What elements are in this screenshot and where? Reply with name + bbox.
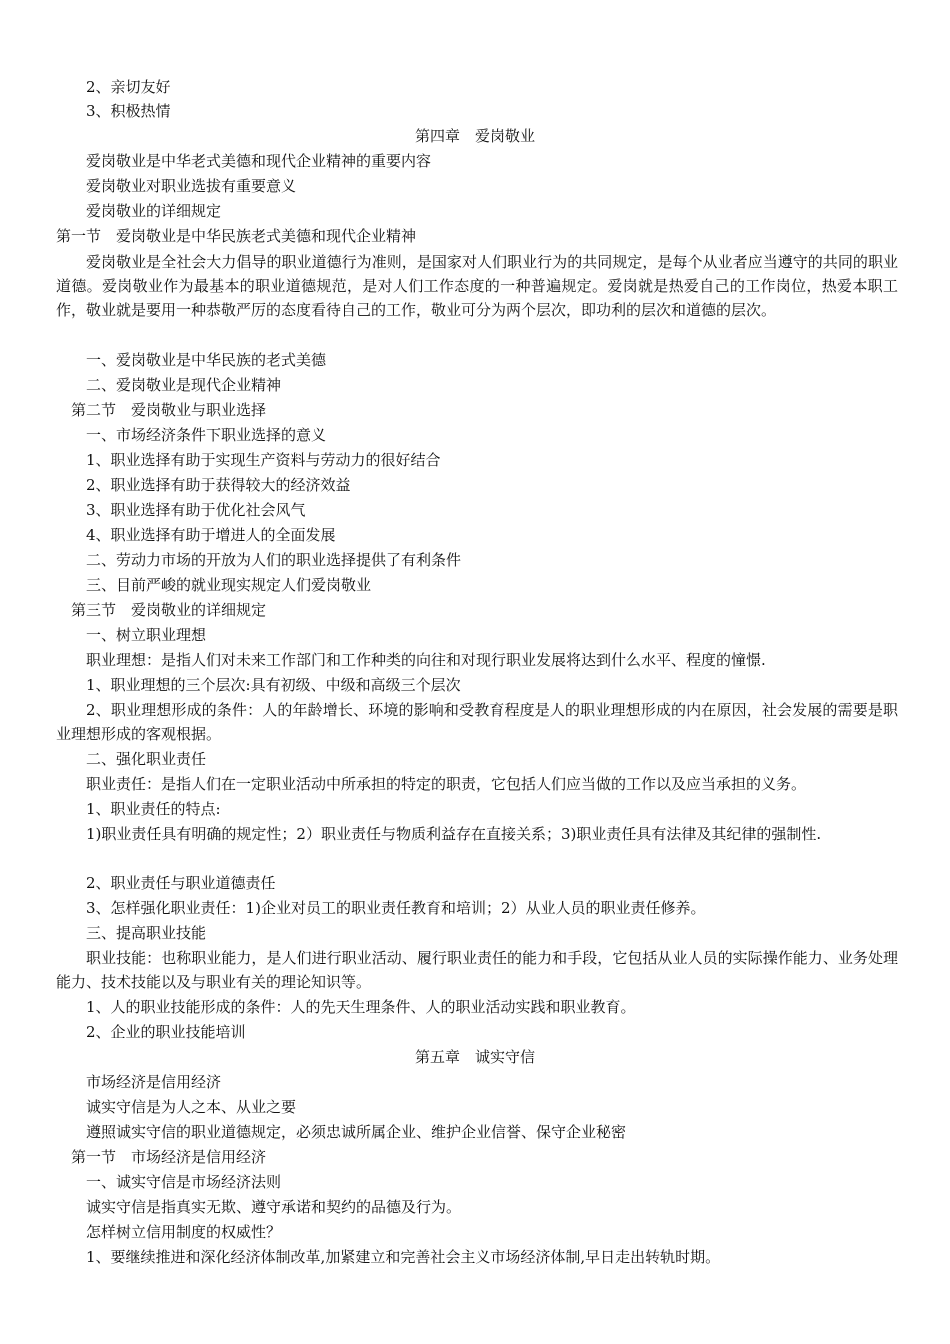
paragraph: 2、职业理想形成的条件：人的年龄增长、环境的影响和受教育程度是人的职业理想形成的内在原因，社会发展的需要是职业理想形成的客观根据。 [56, 701, 898, 743]
text-line: 爱岗敬业是中华老式美德和现代企业精神的重要内容 [86, 152, 432, 170]
list-item: 3、职业选择有助于优化社会风气 [86, 501, 306, 519]
text-line: 市场经济是信用经济 [86, 1073, 222, 1091]
text-line: 爱岗敬业的详细规定 [86, 202, 222, 220]
chapter-title: 第五章 诚实守信 [414, 1048, 535, 1066]
list-item: 1、职业理想的三个层次:具有初级、中级和高级三个层次 [86, 676, 461, 694]
list-item: 3、积极热情 [86, 102, 171, 120]
text-line: 职业责任：是指人们在一定职业活动中所承担的特定的职责，它包括人们应当做的工作以及应当承担的义务。 [86, 775, 807, 793]
list-item: 2、亲切友好 [86, 78, 171, 96]
section-heading: 第二节 爱岗敬业与职业选择 [71, 401, 267, 419]
paragraph: 1)职业责任具有明确的规定性；2）职业责任与物质利益存在直接关系；3)职业责任具有法律及其纪律的强制性. [86, 825, 822, 843]
text-line: 一、树立职业理想 [86, 626, 207, 644]
text-line: 三、提高职业技能 [86, 924, 207, 942]
text-line: 一、爱岗敬业是中华民族的老式美德 [86, 351, 327, 369]
chapter-title: 第四章 爱岗敬业 [414, 127, 535, 145]
text-line: 二、劳动力市场的开放为人们的职业选择提供了有利条件 [86, 551, 462, 569]
text-line: 诚实守信是为人之本、从业之要 [86, 1098, 297, 1116]
list-item: 1、要继续推进和深化经济体制改革,加紧建立和完善社会主义市场经济体制,早日走出转轨时期。 [86, 1248, 721, 1266]
text-line: 三、目前严峻的就业现实规定人们爱岗敬业 [86, 576, 372, 594]
list-item: 2、企业的职业技能培训 [86, 1023, 246, 1041]
text-line: 诚实守信是指真实无欺、遵守承诺和契约的品德及行为。 [86, 1198, 462, 1216]
text-line: 怎样树立信用制度的权威性？ [86, 1223, 282, 1241]
text-line: 职业理想：是指人们对未来工作部门和工作种类的向往和对现行职业发展将达到什么水平、程度的憧憬. [86, 651, 766, 669]
section-heading: 第三节 爱岗敬业的详细规定 [71, 601, 267, 619]
section-heading: 第一节 爱岗敬业是中华民族老式美德和现代企业精神 [56, 227, 417, 245]
text-line: 爱岗敬业对职业选拔有重要意义 [86, 177, 297, 195]
text-line: 遵照诚实守信的职业道德规定，必须忠诚所属企业、维护企业信誉、保守企业秘密 [86, 1123, 627, 1141]
list-item: 1、人的职业技能形成的条件：人的先天生理条件、人的职业活动实践和职业教育。 [86, 998, 636, 1016]
list-item: 4、职业选择有助于增进人的全面发展 [86, 526, 336, 544]
text-line: 一、市场经济条件下职业选择的意义 [86, 426, 327, 444]
list-item: 3、怎样强化职业责任：1)企业对员工的职业责任教育和培训；2）从业人员的职业责任修养。 [86, 899, 706, 917]
paragraph: 爱岗敬业是全社会大力倡导的职业道德行为准则，是国家对人们职业行为的共同规定，是每个从业者应当遵守的共同的职业道德。爱岗敬业作为最基本的职业道德规范，是对人们工作态度的一种普遍规定。爱岗就是热爱自己的工作岗位，热爱本职工作，敬业就是要用一种恭敬严厉的态度看待自己的工作，敬业可分为两个层次，即功利的层次和道德的层次。 [56, 253, 898, 319]
list-item: 2、职业责任与职业道德责任 [86, 874, 276, 892]
list-item: 1、职业选择有助于实现生产资料与劳动力的很好结合 [86, 451, 441, 469]
paragraph: 职业技能：也称职业能力，是人们进行职业活动、履行职业责任的能力和手段，它包括从业人员的实际操作能力、业务处理能力、技术技能以及与职业有关的理论知识等。 [56, 949, 898, 991]
section-heading: 第一节 市场经济是信用经济 [71, 1148, 267, 1166]
text-line: 二、强化职业责任 [86, 750, 207, 768]
text-line: 一、诚实守信是市场经济法则 [86, 1173, 282, 1191]
text-line: 二、爱岗敬业是现代企业精神 [86, 376, 282, 394]
list-item: 2、职业选择有助于获得较大的经济效益 [86, 476, 351, 494]
list-item: 1、职业责任的特点: [86, 800, 221, 818]
